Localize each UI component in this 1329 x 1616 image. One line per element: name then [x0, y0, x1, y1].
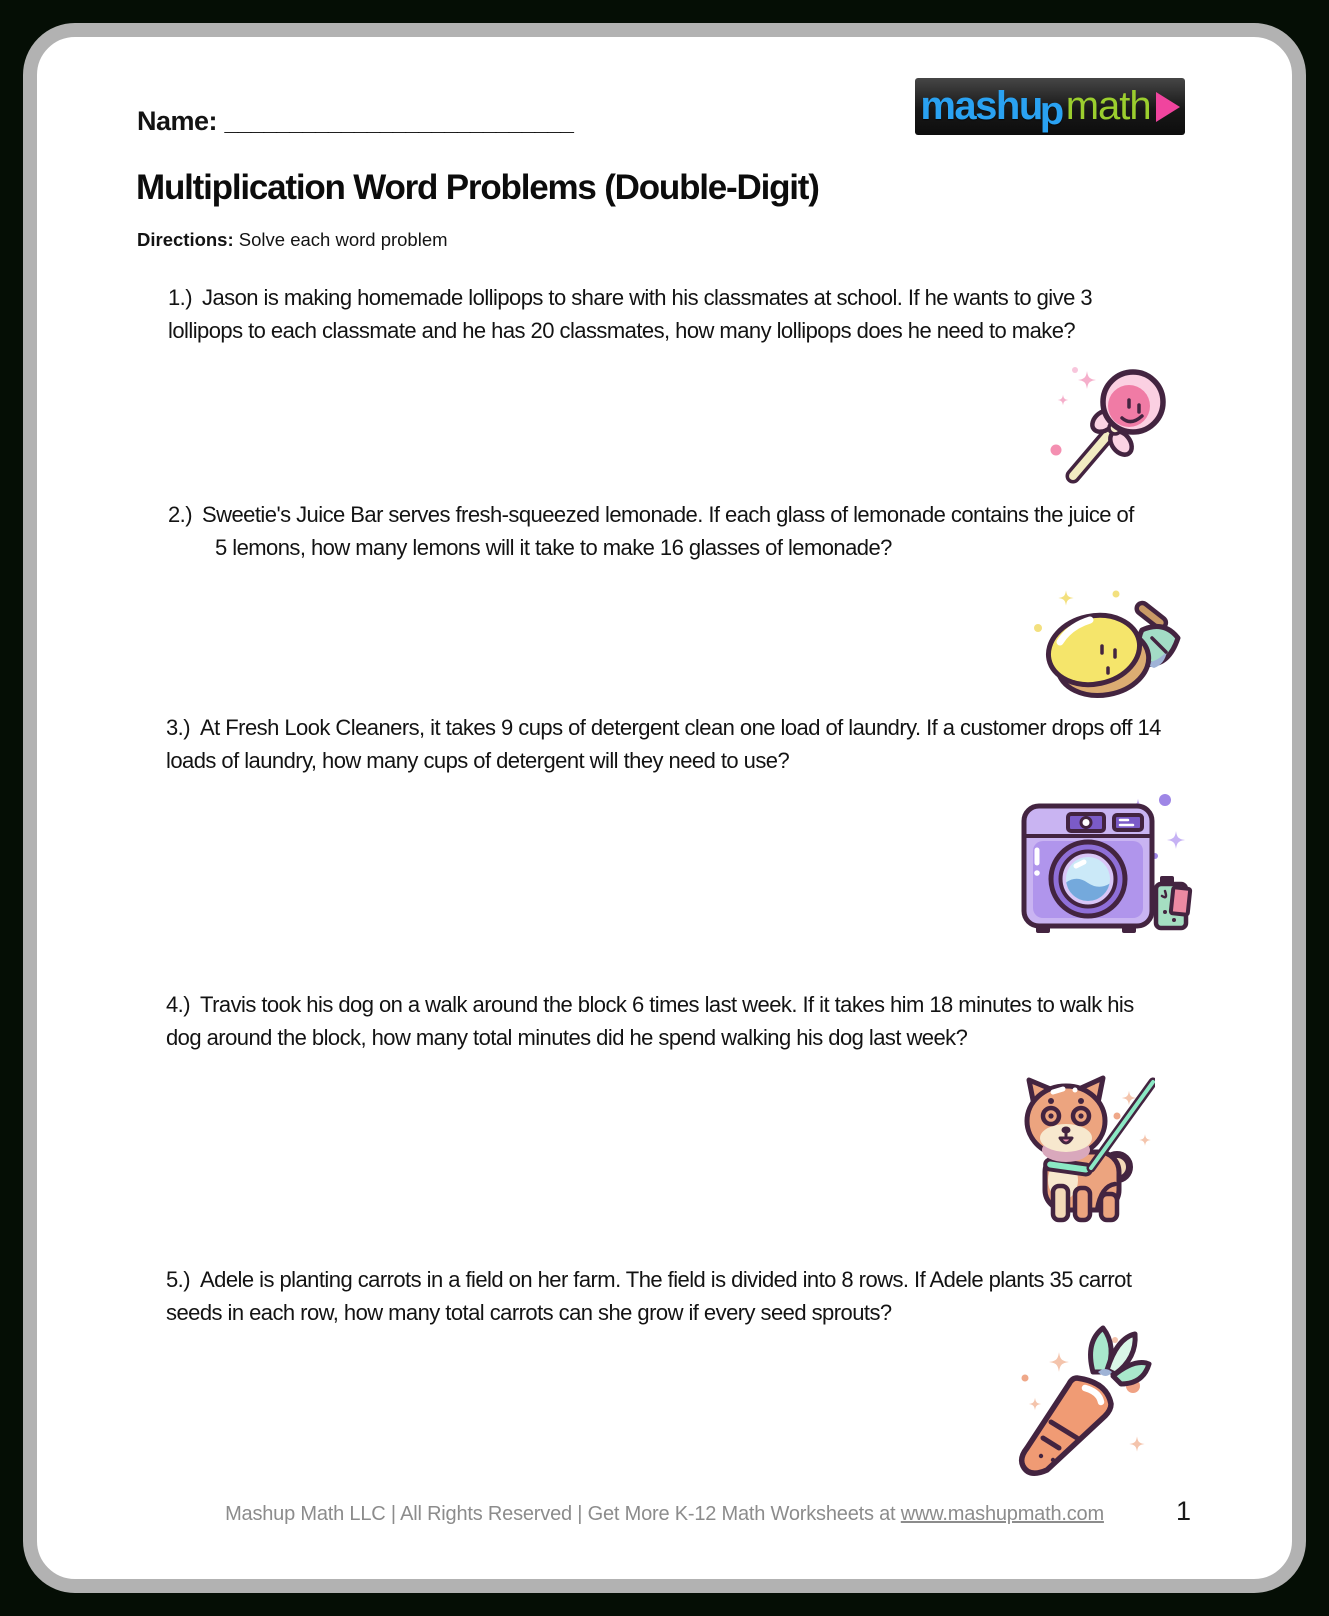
problem-number: 3.): [166, 715, 191, 740]
logo-word-math: math: [1065, 84, 1151, 128]
carrot-icon: [995, 1322, 1165, 1477]
problem-2: [168, 498, 1135, 564]
page-number: 1: [1176, 1496, 1192, 1526]
name-row: [137, 106, 573, 137]
problem-text: Travis took his dog on a walk around the block 6 times last week. If it takes him 18 minutes to walk his dog around the block, how many total minutes did he spend walking his dog last week?: [166, 992, 1134, 1050]
washing-machine-icon: [1008, 790, 1193, 935]
problem-text: Adele is planting carrots in a field on her farm. The field is divided into 8 rows. If Adele plants 35 carrot seeds in each row, how many total carrots can she grow if every seed sprouts?: [166, 1267, 1132, 1325]
name-blank-line[interactable]: ___________________________: [224, 108, 573, 136]
directions: [137, 229, 448, 251]
lollipop-icon: [1030, 360, 1180, 490]
lemon-icon: [1018, 580, 1193, 705]
problem-number: 4.): [166, 992, 191, 1017]
footer-text: Mashup Math LLC | All Rights Reserved | Get More K-12 Math Worksheets at: [225, 1503, 901, 1525]
footer: [0, 1503, 1329, 1526]
problem-4: [166, 988, 1141, 1054]
name-label: Name:: [137, 106, 218, 136]
problem-text: At Fresh Look Cleaners, it takes 9 cups of detergent clean one load of laundry. If a customer drops off 14 loads of laundry, how many cups of detergent will they need to use?: [166, 715, 1161, 773]
problem-1: [168, 281, 1133, 347]
problem-5: [166, 1263, 1166, 1329]
dog-icon: [1005, 1068, 1155, 1223]
page-title: Multiplication Word Problems (Double-Digit): [136, 168, 819, 207]
play-triangle-icon: [1156, 92, 1180, 122]
mashupmath-logo: [915, 78, 1185, 135]
logo-word-mashu: mashu: [920, 84, 1042, 128]
problem-number: 1.): [168, 285, 193, 310]
problem-number: 5.): [166, 1267, 191, 1292]
directions-text: Solve each word problem: [238, 229, 448, 250]
problem-number: 2.): [168, 502, 193, 527]
problem-text: Sweetie's Juice Bar serves fresh-squeezed lemonade. If each glass of lemonade contains the juice of 5 lemons, how many lemons will it take to make 16 glasses of lemonade?: [202, 502, 1134, 560]
problem-3: [166, 711, 1176, 777]
footer-link[interactable]: www.mashupmath.com: [900, 1503, 1104, 1525]
problem-text: Jason is making homemade lollipops to share with his classmates at school. If he wants to give 3 lollipops to each classmate and he has 20 classmates, how many lollipops does he need to make?: [168, 285, 1093, 343]
logo-letter-p: p: [1039, 89, 1063, 133]
directions-label: Directions:: [137, 229, 234, 250]
